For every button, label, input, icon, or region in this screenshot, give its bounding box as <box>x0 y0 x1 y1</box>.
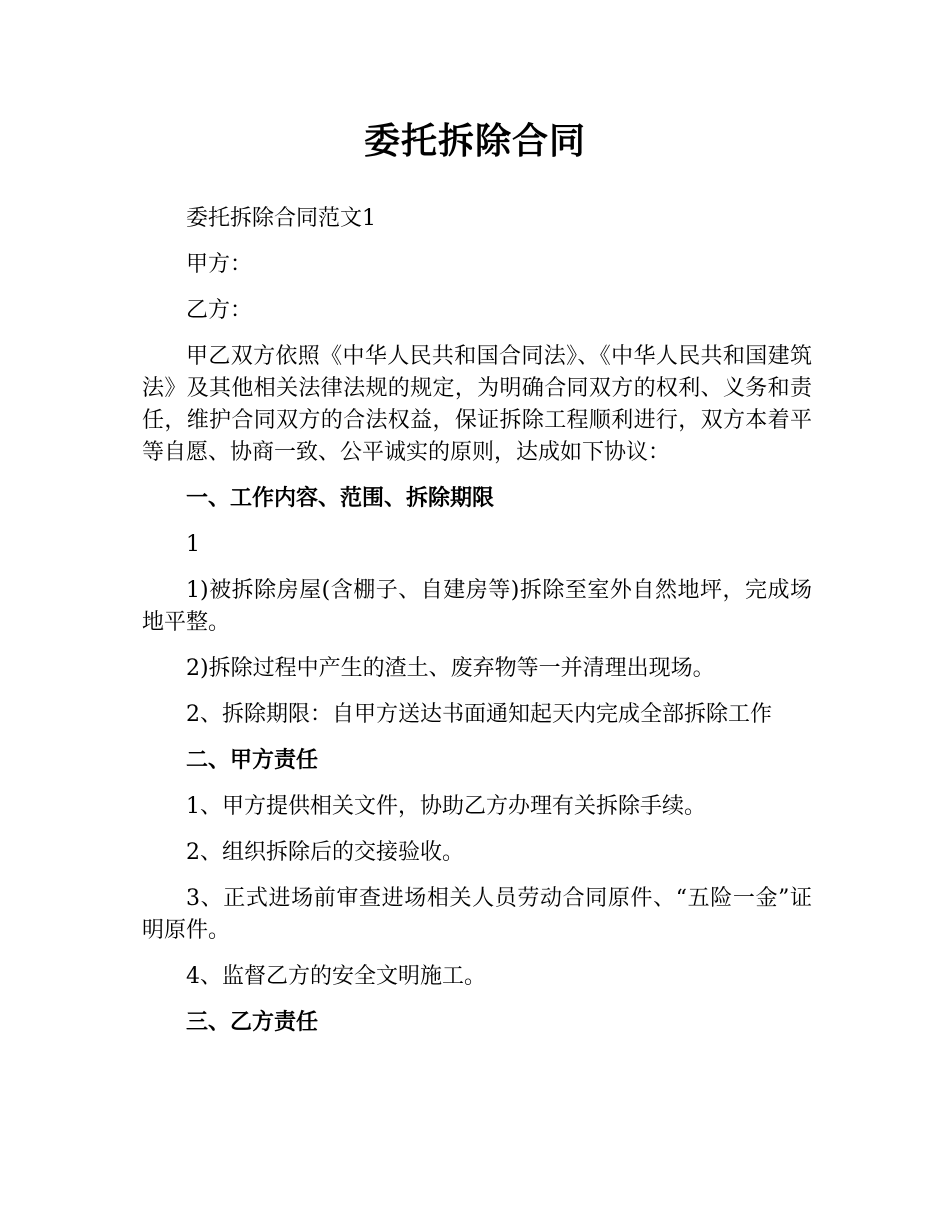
paragraph-item-1: 1 <box>186 532 200 557</box>
paragraph-item-1-1: 1)被拆除房屋(含棚子、自建房等)拆除至室外自然地坪，完成场地平整。 <box>142 578 812 635</box>
paragraph-party-a-duty-2: 2、组织拆除后的交接验收。 <box>186 840 464 865</box>
paragraph-party-a-duty-1: 1、甲方提供相关文件，协助乙方办理有关拆除手续。 <box>186 794 706 819</box>
paragraph-demolition-deadline: 2、拆除期限：自甲方送达书面通知起天内完成全部拆除工作 <box>186 702 772 727</box>
paragraph-party-a-duty-3: 3、正式进场前审查进场相关人员劳动合同原件、“五险一金”证明原件。 <box>142 886 812 943</box>
paragraph-sample-heading: 委托拆除合同范文1 <box>186 206 376 231</box>
paragraph-party-a: 甲方： <box>186 252 253 277</box>
paragraph-party-a-duty-4: 4、监督乙方的安全文明施工。 <box>186 964 486 989</box>
paragraph-party-b: 乙方： <box>186 298 253 323</box>
paragraph-item-1-2: 2)拆除过程中产生的渣土、废弃物等一并清理出现场。 <box>186 656 715 681</box>
section-heading-party-b-duties: 三、乙方责任 <box>186 1010 319 1035</box>
paragraph-preamble: 甲乙双方依照《中华人民共和国合同法》、《中华人民共和国建筑法》及其他相关法律法规的规定，为明确合同双方的权利、义务和责任，维护合同双方的合法权益，保证拆除工程顺利进行，双方本着平等自愿、协商一致、公平诚实的原则，达成如下协议： <box>142 344 812 465</box>
document-body <box>142 203 812 1053</box>
document-title: 委托拆除合同 <box>363 121 586 162</box>
section-heading-party-a-duties: 二、甲方责任 <box>186 748 319 773</box>
section-heading-work-scope: 一、工作内容、范围、拆除期限 <box>186 486 495 511</box>
